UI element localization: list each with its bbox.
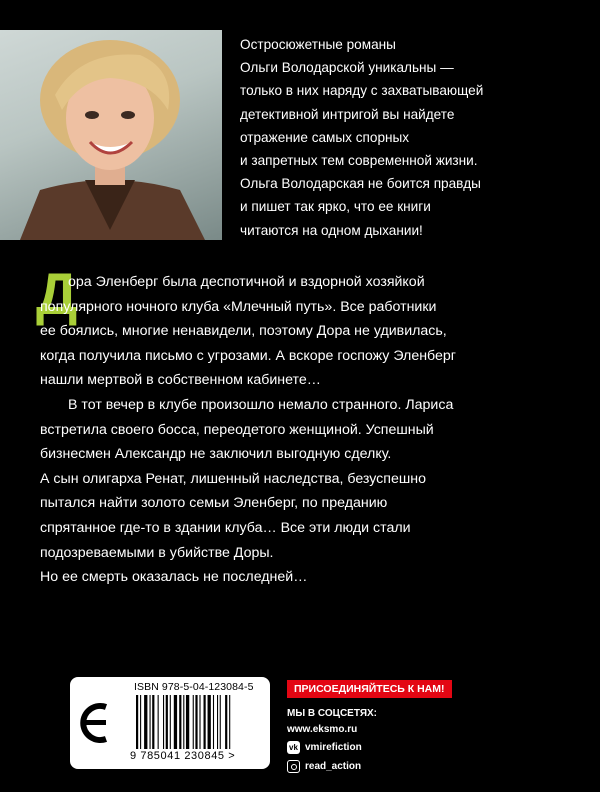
barcode-bar [229, 695, 230, 749]
barcode-bar [136, 695, 138, 749]
blurb-line: Остросюжетные романы [240, 37, 396, 52]
synopsis-line: бизнесмен Александр не заключил выгодную сделку. [40, 446, 392, 463]
barcode-digits: 9 785041 230845 > [130, 750, 236, 762]
isbn-label: ISBN 978-5-04-123084-5 [134, 681, 254, 693]
barcode-bar [186, 695, 189, 749]
synopsis-text [40, 270, 580, 590]
blurb-line: отражение самых спорных [240, 129, 410, 145]
barcode-panel [70, 677, 270, 769]
barcode-bar [208, 695, 211, 749]
blurb-line: читаются на одном дыхании! [240, 222, 423, 238]
synopsis-line: Но ее смерть оказалась не последней… [40, 569, 308, 586]
social-title: МЫ В СОЦСЕТЯХ: [287, 708, 378, 719]
barcode-bar [152, 695, 154, 749]
barcode-bar [213, 695, 214, 749]
instagram-icon [287, 760, 300, 773]
barcode-bar [140, 695, 141, 749]
barcode-bar [166, 695, 168, 749]
social-block [287, 679, 452, 773]
barcode-bar [220, 695, 221, 749]
synopsis-line: популярного ночного клуба «Млечный путь». Все работники [40, 298, 437, 315]
website-link[interactable]: www.eksmo.ru [287, 724, 358, 735]
barcode-bar [174, 695, 177, 749]
instagram-label: read_action [305, 761, 362, 772]
author-photo [0, 30, 222, 240]
synopsis-line: пытался найти золото семьи Эленберг, по преданию [40, 495, 388, 512]
synopsis-line: А сын олигарха Ренат, лишенный наследства, безуспешно [40, 470, 426, 487]
synopsis-line: подозреваемыми в убийстве Доры. [40, 544, 274, 561]
barcode-bar [199, 695, 200, 749]
barcode-bar [193, 695, 194, 749]
barcode-bar [217, 695, 218, 749]
author-blurb [240, 33, 580, 242]
blurb-line: и пишет так ярко, что ее книги [240, 199, 431, 215]
synopsis-line: ора Эленберг была деспотичной и вздорной хозяйкой [68, 274, 425, 290]
barcode-bar [163, 695, 164, 749]
vk-label: vmirefiction [305, 742, 362, 753]
barcode-bar [183, 695, 184, 749]
instagram-link[interactable] [287, 760, 452, 773]
publisher-logo-icon [70, 683, 110, 763]
barcode-bar [158, 695, 159, 749]
barcode-bar [195, 695, 197, 749]
synopsis-line: В тот вечер в клубе произошло немало странного. Лариса [68, 396, 454, 413]
barcode-bar [170, 695, 171, 749]
vk-link[interactable] [287, 741, 452, 754]
synopsis-line: нашли мертвой в собственном кабинете… [40, 372, 321, 389]
blurb-line: Ольга Володарская не боится правды [240, 176, 481, 192]
synopsis-line: встретила своего босса, переодетого женщиной. Успешный [40, 421, 434, 438]
blurb-line: Ольги Володарской уникальны — [240, 60, 454, 76]
join-us-badge: ПРИСОЕДИНЯЙТЕСЬ К НАМ! [287, 680, 452, 698]
synopsis-line: когда получила письмо с угрозами. А вскоре госпожу Эленберг [40, 347, 456, 364]
vk-icon: vk [287, 741, 300, 754]
drop-cap: Д [36, 262, 78, 327]
barcode-bar [150, 695, 151, 749]
barcode-bar [179, 695, 181, 749]
barcode-icon [134, 695, 262, 751]
blurb-line: только в них наряду с захватывающей [240, 83, 484, 99]
synopsis-line: ее боялись, многие ненавидели, поэтому Дора не удивилась, [40, 323, 447, 340]
barcode-bar [144, 695, 147, 749]
blurb-line: и запретных тем современной жизни. [240, 153, 478, 169]
synopsis-line: спрятанное где-то в здании клуба… Все эти люди стали [40, 519, 411, 536]
blurb-line: детективной интригой вы найдете [240, 106, 455, 122]
barcode-bar [204, 695, 206, 749]
barcode-bar [225, 695, 227, 749]
